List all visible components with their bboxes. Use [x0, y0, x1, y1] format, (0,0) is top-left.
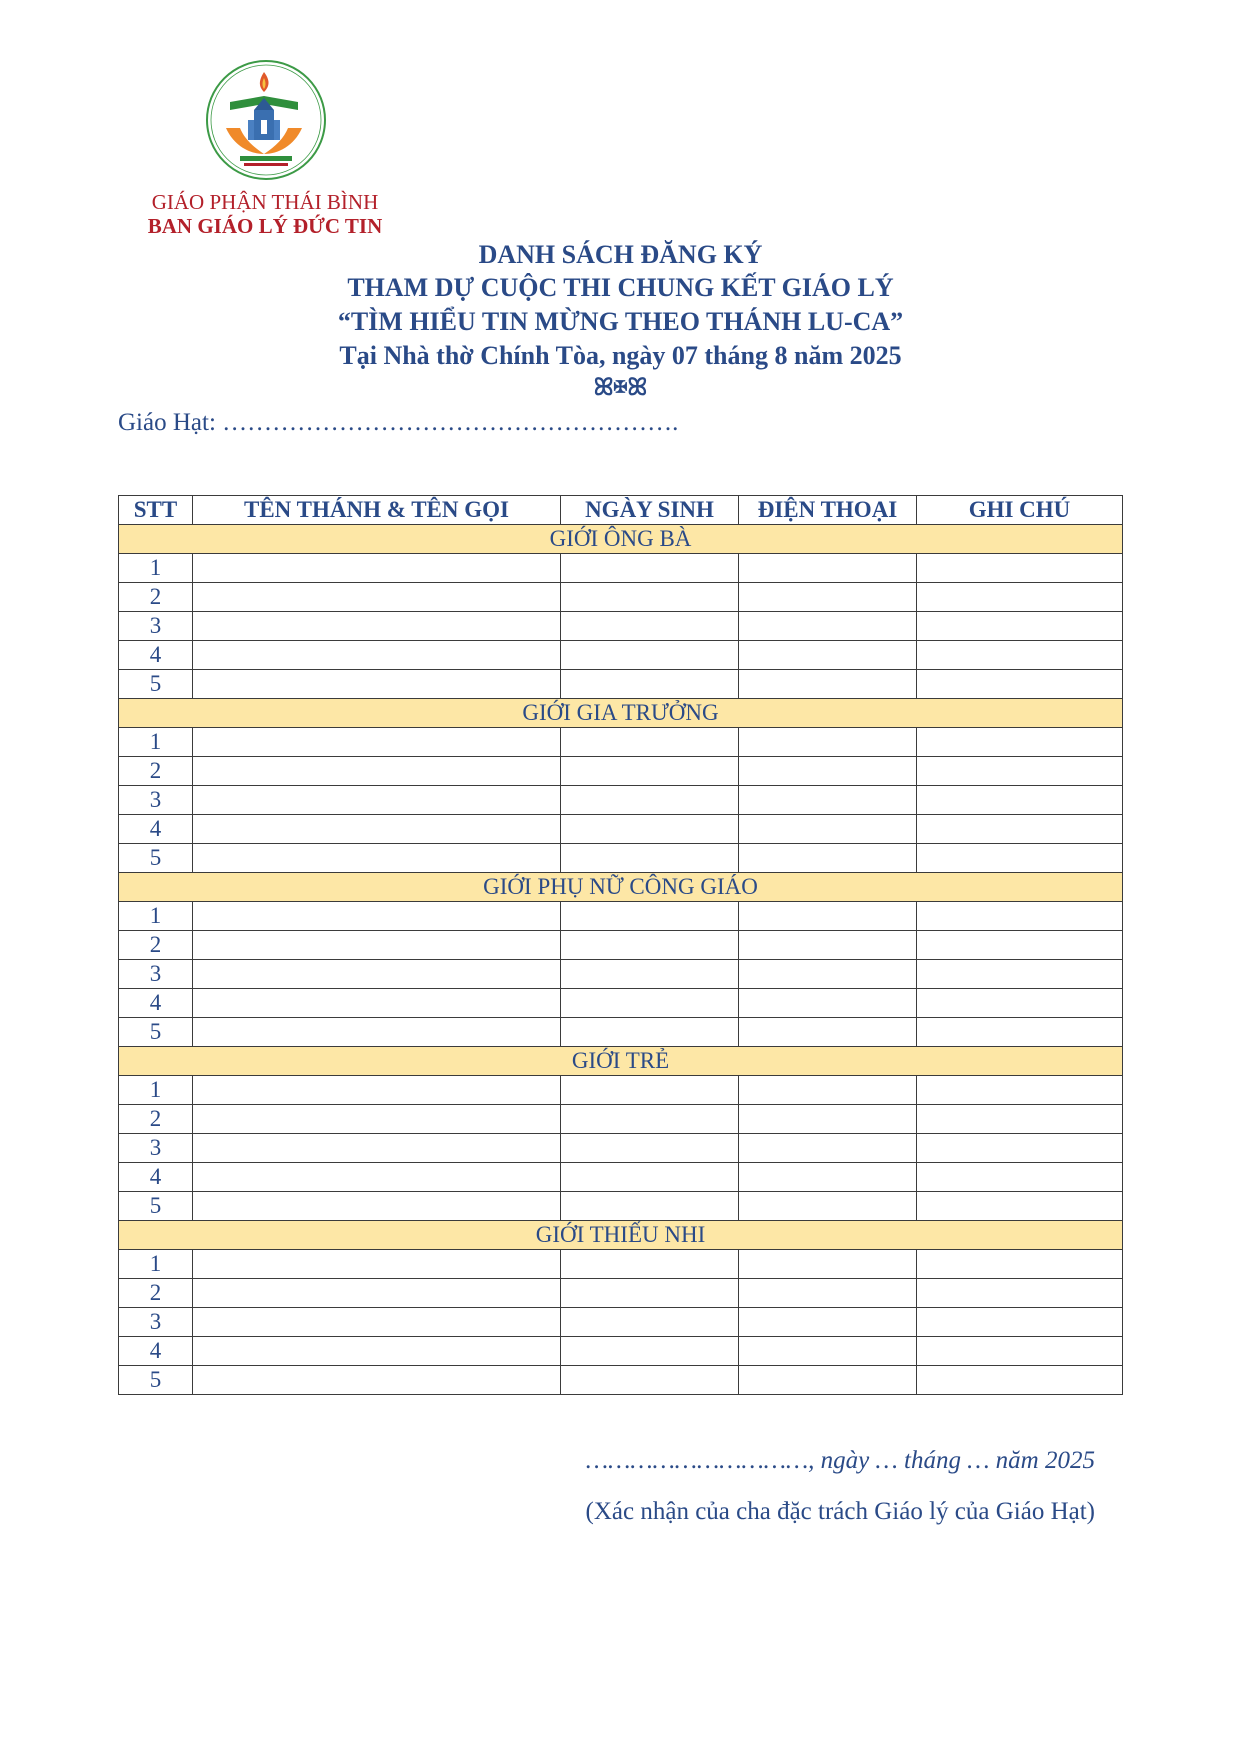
notes-cell [917, 1192, 1123, 1221]
row-number: 2 [119, 931, 193, 960]
phone-cell [739, 1308, 917, 1337]
birthdate-cell [561, 1250, 739, 1279]
birthdate-cell [561, 1163, 739, 1192]
row-number: 2 [119, 757, 193, 786]
notes-cell [917, 1337, 1123, 1366]
phone-cell [739, 554, 917, 583]
name-cell [193, 1134, 561, 1163]
phone-cell [739, 902, 917, 931]
group-row [119, 873, 1123, 902]
row-number: 2 [119, 583, 193, 612]
name-cell [193, 1076, 561, 1105]
title-ornament: ꕤ✠ꕤ [593, 375, 648, 401]
phone-cell [739, 1192, 917, 1221]
notes-cell [917, 844, 1123, 873]
name-cell [193, 1192, 561, 1221]
table-row [119, 641, 1123, 670]
name-cell [193, 641, 561, 670]
table-row [119, 1134, 1123, 1163]
group-row [119, 699, 1123, 728]
table-row [119, 931, 1123, 960]
table-row [119, 1366, 1123, 1395]
name-cell [193, 1018, 561, 1047]
birthdate-cell [561, 1105, 739, 1134]
phone-cell [739, 1105, 917, 1134]
birthdate-cell [561, 902, 739, 931]
phone-cell [739, 844, 917, 873]
table-row [119, 757, 1123, 786]
group-label: GIỚI GIA TRƯỞNG [119, 699, 1123, 728]
row-number: 2 [119, 1279, 193, 1308]
name-cell [193, 1250, 561, 1279]
column-header-stt: STT [119, 496, 193, 525]
table-row [119, 583, 1123, 612]
name-cell [193, 670, 561, 699]
notes-cell [917, 1018, 1123, 1047]
table-row [119, 1250, 1123, 1279]
table-row [119, 670, 1123, 699]
row-number: 1 [119, 902, 193, 931]
row-number: 2 [119, 1105, 193, 1134]
row-number: 1 [119, 1076, 193, 1105]
table-row [119, 612, 1123, 641]
phone-cell [739, 960, 917, 989]
name-cell [193, 931, 561, 960]
notes-cell [917, 641, 1123, 670]
table-row [119, 1337, 1123, 1366]
diocese-name: GIÁO PHẬN THÁI BÌNH [151, 190, 379, 214]
birthdate-cell [561, 1279, 739, 1308]
phone-cell [739, 1366, 917, 1395]
row-number: 3 [119, 612, 193, 641]
phone-cell [739, 815, 917, 844]
title-line-4: Tại Nhà thờ Chính Tòa, ngày 07 tháng 8 năm 2025 [339, 341, 902, 370]
table-row [119, 1163, 1123, 1192]
phone-cell [739, 1279, 917, 1308]
table-row [119, 786, 1123, 815]
table-row [119, 1192, 1123, 1221]
birthdate-cell [561, 844, 739, 873]
birthdate-cell [561, 728, 739, 757]
birthdate-cell [561, 641, 739, 670]
birthdate-cell [561, 989, 739, 1018]
row-number: 5 [119, 670, 193, 699]
group-label: GIỚI PHỤ NỮ CÔNG GIÁO [119, 873, 1123, 902]
row-number: 4 [119, 641, 193, 670]
notes-cell [917, 728, 1123, 757]
name-cell [193, 1337, 561, 1366]
birthdate-cell [561, 1076, 739, 1105]
row-number: 1 [119, 1250, 193, 1279]
row-number: 4 [119, 1337, 193, 1366]
table-row [119, 728, 1123, 757]
row-number: 1 [119, 728, 193, 757]
name-cell [193, 960, 561, 989]
name-cell [193, 1105, 561, 1134]
phone-cell [739, 641, 917, 670]
birthdate-cell [561, 931, 739, 960]
phone-cell [739, 1250, 917, 1279]
notes-cell [917, 757, 1123, 786]
name-cell [193, 815, 561, 844]
notes-cell [917, 1279, 1123, 1308]
phone-cell [739, 1018, 917, 1047]
notes-cell [917, 583, 1123, 612]
title-line-1: DANH SÁCH ĐĂNG KÝ [478, 240, 763, 269]
name-cell [193, 1366, 561, 1395]
birthdate-cell [561, 554, 739, 583]
name-cell [193, 583, 561, 612]
row-number: 5 [119, 1018, 193, 1047]
group-label: GIỚI ÔNG BÀ [119, 525, 1123, 554]
birthdate-cell [561, 612, 739, 641]
table-row [119, 989, 1123, 1018]
birthdate-cell [561, 815, 739, 844]
table-row [119, 960, 1123, 989]
phone-cell [739, 1134, 917, 1163]
deanery-field: Giáo Hạt: ………………………………………………. [118, 409, 679, 436]
group-row [119, 1221, 1123, 1250]
row-number: 4 [119, 989, 193, 1018]
row-number: 4 [119, 815, 193, 844]
notes-cell [917, 1105, 1123, 1134]
phone-cell [739, 1076, 917, 1105]
name-cell [193, 1308, 561, 1337]
notes-cell [917, 612, 1123, 641]
notes-cell [917, 1163, 1123, 1192]
birthdate-cell [561, 757, 739, 786]
title-line-3: “TÌM HIỂU TIN MỪNG THEO THÁNH LU-CA” [337, 307, 904, 336]
phone-cell [739, 1163, 917, 1192]
birthdate-cell [561, 1134, 739, 1163]
registration-table [118, 495, 1123, 1395]
row-number: 4 [119, 1163, 193, 1192]
phone-cell [739, 757, 917, 786]
birthdate-cell [561, 1308, 739, 1337]
table-row [119, 1308, 1123, 1337]
phone-cell [739, 728, 917, 757]
group-label: GIỚI THIẾU NHI [119, 1221, 1123, 1250]
column-header-birthdate: NGÀY SINH [561, 496, 739, 525]
phone-cell [739, 1337, 917, 1366]
notes-cell [917, 670, 1123, 699]
group-row [119, 525, 1123, 554]
name-cell [193, 786, 561, 815]
row-number: 1 [119, 554, 193, 583]
diocese-logo [204, 58, 328, 182]
notes-cell [917, 1134, 1123, 1163]
notes-cell [917, 960, 1123, 989]
notes-cell [917, 786, 1123, 815]
table-row [119, 902, 1123, 931]
notes-cell [917, 902, 1123, 931]
name-cell [193, 757, 561, 786]
table-header-row [119, 496, 1123, 525]
birthdate-cell [561, 583, 739, 612]
notes-cell [917, 931, 1123, 960]
phone-cell [739, 931, 917, 960]
group-row [119, 1047, 1123, 1076]
table-row [119, 844, 1123, 873]
column-header-notes: GHI CHÚ [917, 496, 1123, 525]
confirmation-note: (Xác nhận của cha đặc trách Giáo lý của Giáo Hạt) [585, 1498, 1095, 1525]
row-number: 5 [119, 844, 193, 873]
table-row [119, 1018, 1123, 1047]
birthdate-cell [561, 1337, 739, 1366]
phone-cell [739, 670, 917, 699]
notes-cell [917, 1366, 1123, 1395]
birthdate-cell [561, 670, 739, 699]
column-header-phone: ĐIỆN THOẠI [739, 496, 917, 525]
notes-cell [917, 1076, 1123, 1105]
birthdate-cell [561, 1018, 739, 1047]
name-cell [193, 989, 561, 1018]
table-row [119, 554, 1123, 583]
group-label: GIỚI TRẺ [119, 1047, 1123, 1076]
phone-cell [739, 989, 917, 1018]
table-row [119, 1076, 1123, 1105]
table-row [119, 1279, 1123, 1308]
row-number: 3 [119, 786, 193, 815]
birthdate-cell [561, 1192, 739, 1221]
notes-cell [917, 989, 1123, 1018]
table-row [119, 815, 1123, 844]
name-cell [193, 844, 561, 873]
name-cell [193, 1163, 561, 1192]
name-cell [193, 728, 561, 757]
phone-cell [739, 786, 917, 815]
signature-date-line: …………………………, ngày … tháng … năm 2025 [585, 1447, 1095, 1474]
row-number: 5 [119, 1366, 193, 1395]
birthdate-cell [561, 960, 739, 989]
row-number: 5 [119, 1192, 193, 1221]
notes-cell [917, 1308, 1123, 1337]
name-cell [193, 1279, 561, 1308]
name-cell [193, 902, 561, 931]
committee-name: BAN GIÁO LÝ ĐỨC TIN [147, 214, 383, 238]
notes-cell [917, 554, 1123, 583]
table-row [119, 1105, 1123, 1134]
notes-cell [917, 1250, 1123, 1279]
phone-cell [739, 583, 917, 612]
notes-cell [917, 815, 1123, 844]
title-line-2: THAM DỰ CUỘC THI CHUNG KẾT GIÁO LÝ [347, 273, 894, 302]
row-number: 3 [119, 1308, 193, 1337]
birthdate-cell [561, 1366, 739, 1395]
name-cell [193, 612, 561, 641]
birthdate-cell [561, 786, 739, 815]
row-number: 3 [119, 960, 193, 989]
row-number: 3 [119, 1134, 193, 1163]
phone-cell [739, 612, 917, 641]
name-cell [193, 554, 561, 583]
column-header-name: TÊN THÁNH & TÊN GỌI [193, 496, 561, 525]
